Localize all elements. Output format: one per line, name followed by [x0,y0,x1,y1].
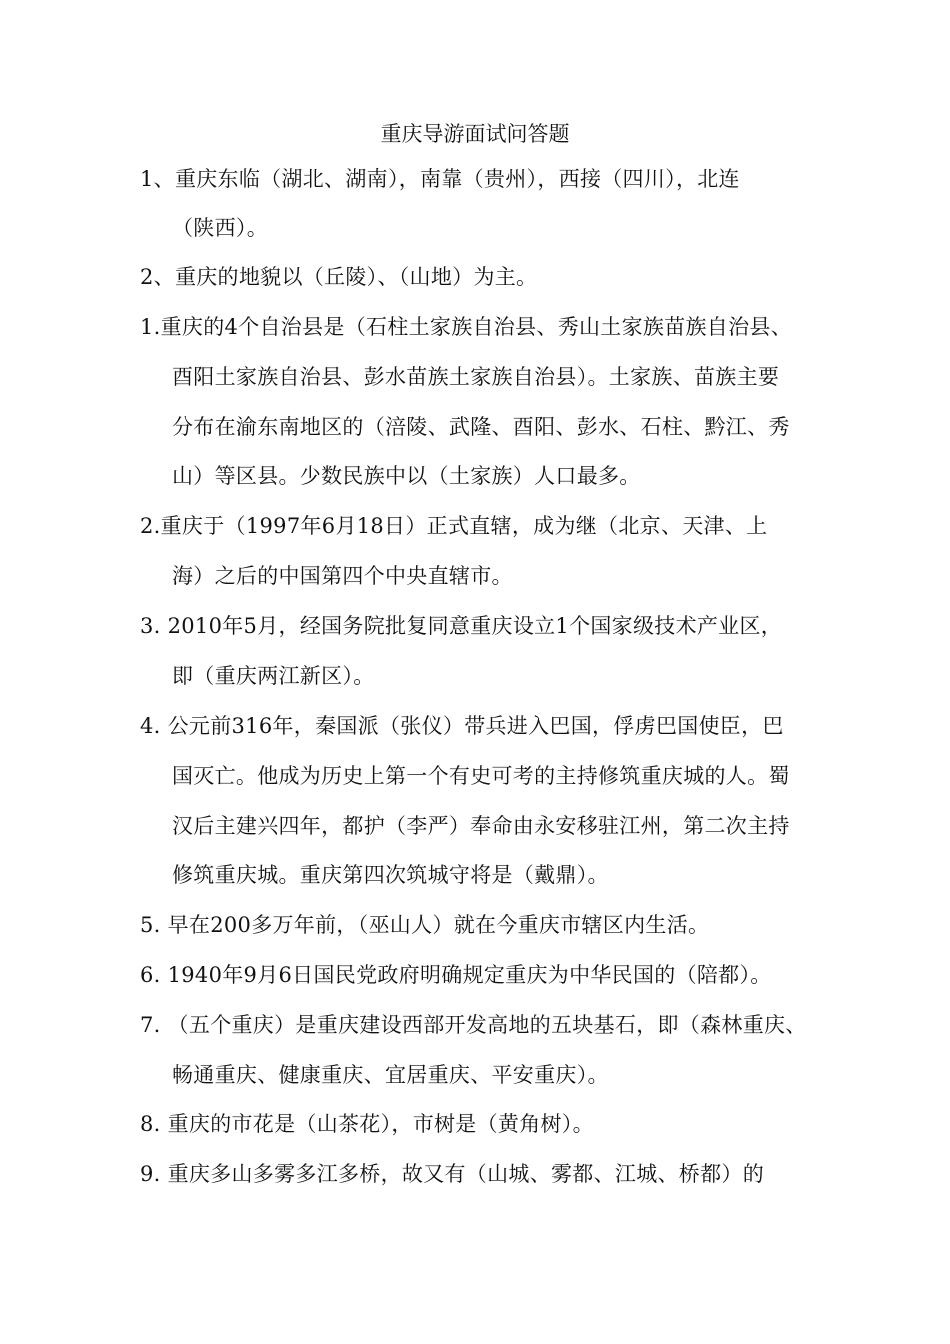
text-line: 分布在渝东南地区的（涪陵、武隆、酉阳、彭水、石柱、黔江、秀 [172,415,790,439]
text-line: 修筑重庆城。重庆第四次筑城守将是（戴鼎）。 [172,863,609,887]
text-line: 3. 2010年5月，经国务院批复同意重庆设立1个国家级技术产业区， [140,614,783,638]
document-title: 重庆导游面试问答题 [380,122,570,146]
text-line: 4. 公元前316年，秦国派（张仪）带兵进入巴国，俘虏巴国使臣，巴 [140,714,784,738]
text-line: （陕西）。 [172,216,268,240]
text-line: 2、重庆的地貌以（丘陵）、（山地）为主。 [140,265,538,289]
text-line: 山）等区县。少数民族中以（土家族）人口最多。 [172,464,641,488]
text-line: 即（重庆两江新区）。 [172,664,375,688]
text-line: 1、重庆东临（湖北、湖南），南靠（贵州），西接（四川），北连 [140,167,740,191]
text-line: 8. 重庆的市花是（山茶花），市树是（黄角树）。 [140,1112,594,1136]
text-line: 7. （五个重庆）是重庆建设西部开发高地的五块基石，即（森林重庆、 [140,1013,807,1037]
text-line: 海）之后的中国第四个中央直辖市。 [172,564,513,588]
text-line: 2.重庆于（1997年6月18日）正式直辖，成为继（北京、天津、上 [140,514,768,538]
text-line: 酉阳土家族自治县、彭水苗族土家族自治县）。土家族、苗族主要 [172,365,780,389]
text-line: 国灭亡。他成为历史上第一个有史可考的主持修筑重庆城的人。蜀 [172,764,790,788]
text-line: 6. 1940年9月6日国民党政府明确规定重庆为中华民国的（陪都）。 [140,963,772,987]
text-line: 畅通重庆、健康重庆、宜居重庆、平安重庆）。 [172,1063,609,1087]
text-line: 1.重庆的4个自治县是（石柱土家族自治县、秀山土家族苗族自治县、 [140,315,792,339]
text-line: 9. 重庆多山多雾多江多桥，故又有（山城、雾都、江城、桥都）的 [140,1162,765,1186]
text-line: 汉后主建兴四年，都护（李严）奉命由永安移驻江州，第二次主持 [172,814,790,838]
text-line: 5. 早在200多万年前，（巫山人）就在今重庆市辖区内生活。 [140,913,710,937]
